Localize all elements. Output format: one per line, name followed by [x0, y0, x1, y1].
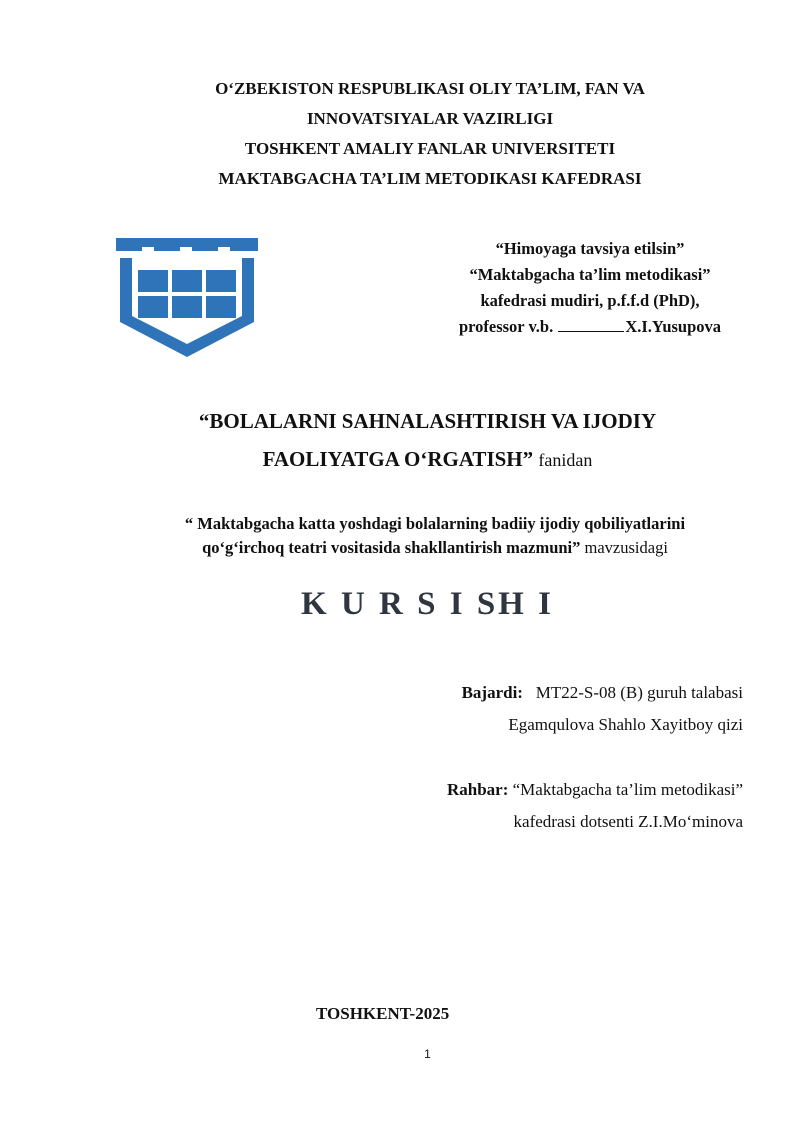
approval-line-2: “Maktabgacha ta’lim metodikasi” — [469, 265, 711, 284]
approval-line-3: kafedrasi mudiri, p.f.f.d (PhD), — [480, 291, 700, 310]
supervisor-line-1 — [323, 774, 743, 806]
topic-title — [0, 512, 800, 560]
performer-block — [323, 677, 743, 741]
university-shield-logo-icon — [116, 238, 258, 360]
approval-line-1: “Himoyaga tavsiya etilsin” — [495, 239, 685, 258]
subject-line-2 — [0, 440, 800, 479]
header-line-4: MAKTABGACHA TA’LIM METODIKASI KAFEDRASI — [218, 169, 642, 188]
supervisor-department: “Maktabgacha ta’lim metodikasi” — [512, 780, 743, 799]
topic-line-2 — [0, 536, 800, 560]
subject-line-2-suffix: fanidan — [538, 450, 593, 470]
approval-stamp-block — [440, 236, 740, 340]
document-type-title: K U R S I SH I — [301, 586, 554, 622]
supervisor-label: Rahbar: — [446, 780, 509, 799]
approval-position: professor v.b. — [458, 317, 554, 336]
ministry-header — [60, 74, 800, 194]
approval-line-4 — [440, 314, 740, 340]
header-line-2: INNOVATSIYALAR VAZIRLIGI — [306, 109, 554, 128]
header-line-1: O‘ZBEKISTON RESPUBLIKASI OLIY TA’LIM, FAN VA — [215, 79, 645, 98]
signature-blank — [558, 317, 624, 332]
approval-head-name: X.I.Yusupova — [625, 317, 722, 336]
performer-line-1 — [323, 677, 743, 709]
topic-line-2-bold: qo‘g‘irchoq teatri vositasida shakllantirish mazmuni” — [202, 538, 581, 557]
topic-line-2-suffix: mavzusidagi — [584, 538, 668, 557]
subject-title — [0, 402, 800, 479]
subject-line-2-bold: FAOLIYATGA O‘RGATISH” — [262, 447, 534, 471]
performer-group: MT22-S-08 (B) guruh talabasi — [535, 683, 743, 702]
supervisor-block — [323, 774, 743, 838]
city-year: TOSHKENT-2025 — [316, 1004, 450, 1023]
header-line-3: TOSHKENT AMALIY FANLAR UNIVERSITETI — [244, 139, 616, 158]
supervisor-position: kafedrasi dotsenti Z.I.Mo‘minova — [513, 812, 743, 831]
page-number: 1 — [424, 1047, 431, 1061]
topic-line-1: “ Maktabgacha katta yoshdagi bolalarning badiiy ijodiy qobiliyatlarini — [184, 514, 686, 533]
performer-name: Egamqulova Shahlo Xayitboy qizi — [508, 715, 743, 734]
subject-line-1: “BOLALARNI SAHNALASHTIRISH VA IJODIY — [198, 409, 657, 433]
performer-label: Bajardi: — [461, 683, 523, 702]
